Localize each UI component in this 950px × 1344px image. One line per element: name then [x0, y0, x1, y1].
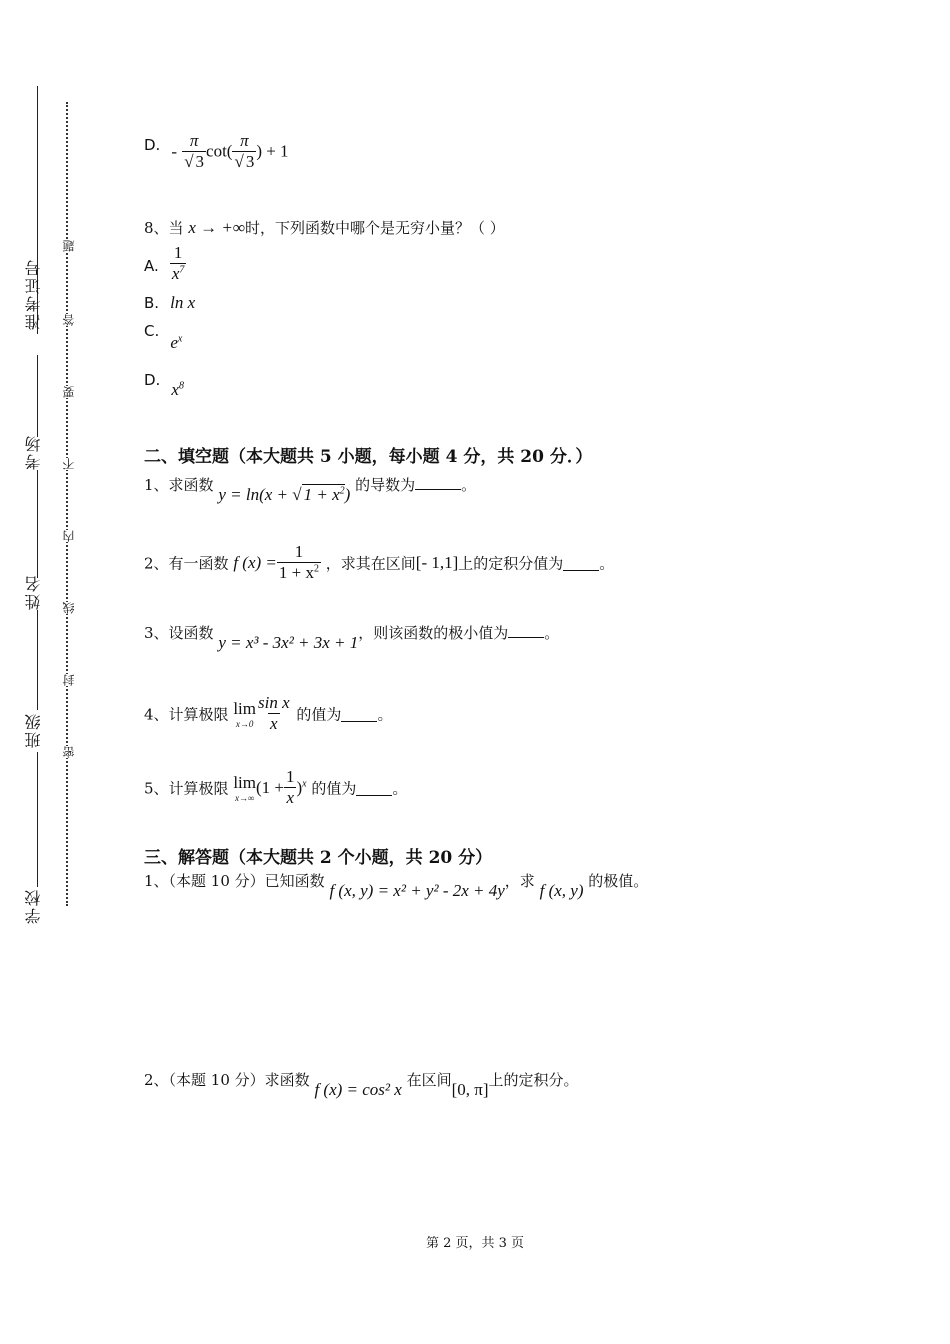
q8-option-a: A. $\frac{1}{x^7}$	[144, 243, 185, 283]
binding-line-5	[37, 752, 38, 887]
s2-q5-fraction: $\frac{1}{x}$	[286, 767, 295, 807]
q7-option-d	[144, 132, 289, 172]
e-power-x: $e^x$	[170, 333, 183, 352]
s2-q4-limit: lim x→0	[233, 699, 256, 730]
s2-q1-formula: y = ln(x + √ $1 + x^2$)	[218, 485, 351, 504]
fraction-pi-sqrt3: $\frac{\pi}{√ 3}$	[184, 131, 205, 171]
s3-q1-formula: f (x, y) = x² + y² - 2x + 4y	[329, 881, 505, 900]
option-label: D.	[144, 136, 161, 154]
s2-q4: 4、计算极限 lim x→0 $\frac{\text{sin x}}{x}$ 的值为 。	[144, 693, 393, 733]
s3-q2: 2、（本题 10 分）求函数 f (x) = cos² x 在区间[0, π]上的定积分。	[144, 1071, 579, 1099]
binding-line-3	[37, 470, 38, 578]
s2-q4-fraction: $\frac{\text{sin x}}{x}$	[258, 693, 290, 733]
seal-char-xian: 线	[62, 602, 76, 614]
answer-blank-1[interactable]	[415, 475, 461, 490]
answer-blank-3[interactable]	[508, 623, 544, 638]
q8-option-d: D. $x^8$	[144, 371, 184, 399]
q8-option-c: C. $e^x$	[144, 322, 183, 352]
seal-char-da: 答	[62, 314, 76, 326]
s2-q1: 1、求函数 y = ln(x + √ $1 + x^2$) 的导数为 。	[144, 476, 477, 504]
tail-expr: ) + 1	[256, 141, 289, 161]
binding-label-class: 班级	[24, 712, 43, 748]
answer-blank-5[interactable]	[356, 781, 392, 796]
s2-q5-limit: lim x→∞	[233, 773, 256, 804]
section3-title: 三、解答题（本大题共 2 个小题，共 20 分）	[144, 848, 493, 868]
seal-char-yao: 要	[62, 386, 76, 398]
s2-q3-formula: y = x³ - 3x² + 3x + 1	[218, 633, 359, 652]
s2-q2-fraction: $\frac{1}{1 + x^2}$	[278, 542, 319, 582]
fraction-pi-sqrt3-2: $\frac{\pi}{√ 3}$	[234, 131, 255, 171]
s2-q3: 3、设函数 y = x³ - 3x² + 3x + 1，则该函数的极小值为 。	[144, 624, 560, 652]
section2-title: 二、填空题（本大题共 5 小题，每小题 4 分，共 20 分．）	[144, 447, 593, 467]
seal-dotted-line	[66, 102, 68, 906]
s3-q1: 1、（本题 10 分）已知函数 f (x, y) = x² + y² - 2x + 4y，求 f (x, y) 的极值。	[144, 872, 649, 900]
seal-char-feng: 封	[62, 674, 76, 686]
binding-line-4	[37, 610, 38, 710]
binding-label-name: 姓名	[24, 574, 43, 610]
q8-stem: 8、当 x → +∞时，下列函数中哪个是无穷小量？（ ）	[144, 218, 505, 237]
answer-blank-2[interactable]	[563, 556, 599, 571]
binding-label-exam-id: 准考证号	[24, 258, 43, 330]
s2-q2: 2、有一函数 f (x) = $\frac{1}{1 + x^2}$ ，求其在区间[- 1,1]上的定积分值为 。	[144, 542, 615, 582]
s3-q2-formula: f (x) = cos² x	[314, 1080, 402, 1099]
page-footer: 第 2 页，共 3 页	[425, 1236, 525, 1251]
q8-condition: x → +∞	[188, 218, 245, 237]
q8-option-b: B. ln x	[144, 293, 196, 312]
seal-char-nei: 内	[62, 530, 76, 542]
seal-char-mi: 密	[62, 746, 76, 758]
fraction-1-over-x7: $\frac{1}{x^7}$	[171, 243, 185, 283]
binding-line-2	[37, 355, 38, 437]
cot-func: cot(	[206, 141, 233, 161]
binding-label-school: 学校	[24, 888, 43, 924]
seal-char-ti: 题	[62, 240, 76, 252]
x-power-8: $x^8$	[171, 380, 184, 399]
binding-label-exam-room: 考场	[24, 434, 43, 470]
s2-q5: 5、计算极限 lim x→∞ (1 + $\frac{1}{x}$ )$^x$ 的值为 。	[144, 767, 408, 807]
seal-char-bu: 不	[62, 458, 76, 470]
answer-blank-4[interactable]	[341, 707, 377, 722]
ln-x-expr: ln x	[170, 293, 196, 312]
minus-sign: -	[171, 141, 178, 161]
